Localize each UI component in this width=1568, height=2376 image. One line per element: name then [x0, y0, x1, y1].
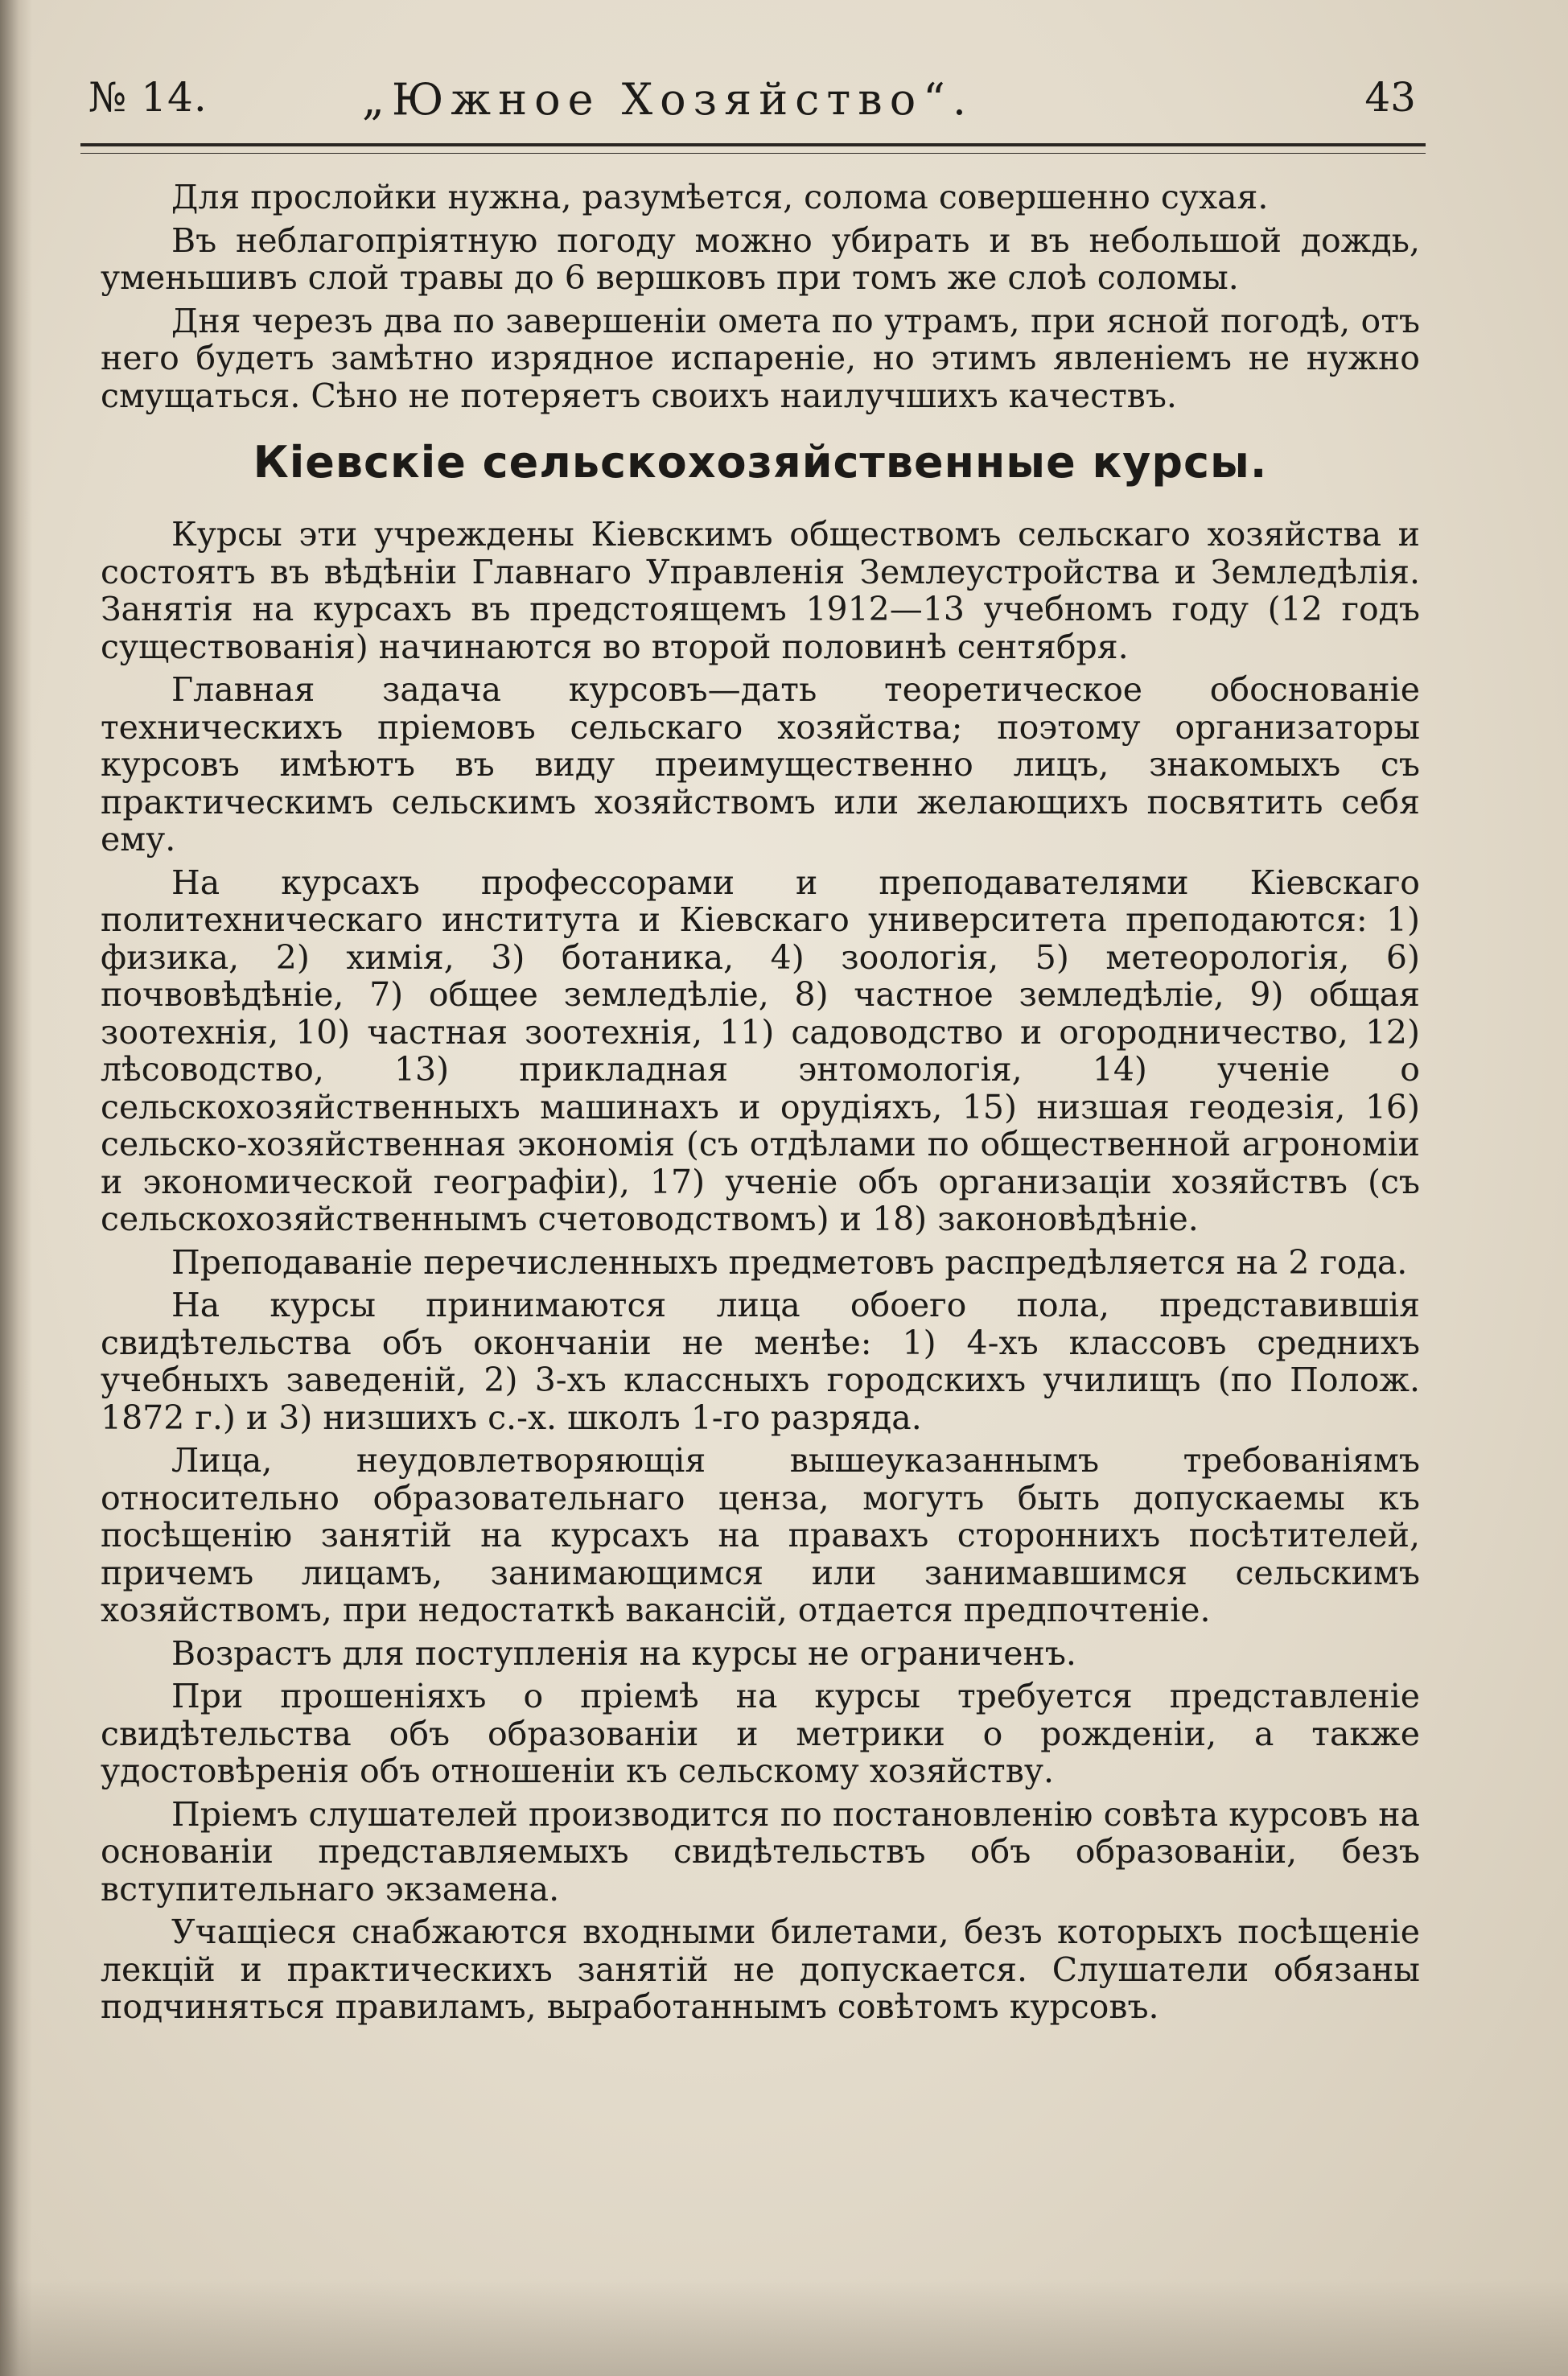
- article-paragraph-10: Учащіеся снабжаются входными билетами, безъ которыхъ посѣщеніе лекцій и практическихъ занятій не допускается. Слушатели обязаны подчиняться правиламъ, выработаннымъ совѣтомъ курсовъ.: [101, 1913, 1420, 2026]
- article-paragraph-7: Возрастъ для поступленія на курсы не ограниченъ.: [171, 1633, 1076, 1673]
- article-paragraph-3: На курсахъ профессорами и преподавателями Кіевскаго политехническаго института и Кіевскаго университета преподаются: 1) физика, 2) химія, 3) ботаника, 4) зоологія, 5) метеорологія, 6) почвовѣдѣніе, 7) общее земледѣліе, 8) частное земледѣліе, 9) общая зоотехнія, 10) частная зоотехнія, 11) садоводство и огородничество, 12) лѣсоводство, 13) прикладная энтомологія, 14) ученіе о сельскохозяйственныхъ машинахъ и орудіяхъ, 15) низшая геодезія, 16) сельско-хозяйственная экономія (съ отдѣлами по общественной агрономіи и экономической географіи), 17) ученіе объ организаціи хозяйствъ (съ сельскохозяйственнымъ счетоводствомъ) и 18) законовѣдѣніе.: [101, 863, 1420, 1238]
- page-number: 43: [1364, 74, 1416, 121]
- intro-paragraph-3: Дня черезъ два по завершеніи омета по утрамъ, при ясной погодѣ, отъ него будетъ замѣтно изрядное испареніе, но этимъ явленіемъ не нужно смущаться. Сѣно не потеряетъ своихъ наилучшихъ качествъ.: [101, 301, 1420, 415]
- article-paragraph-1: Курсы эти учреждены Кіевскимъ обществомъ сельскаго хозяйства и состоятъ въ вѣдѣніи Главнаго Управленія Землеустройства и Земледѣлія. Занятія на курсахъ въ предстоящемъ 1912—13 учебномъ году (12 годъ существованія) начинаются во второй половинѣ сентября.: [101, 515, 1420, 666]
- intro-paragraph-2: Въ неблагопріятную погоду можно убирать и въ небольшой дождь, уменьшивъ слой травы до 6 вершковъ при томъ же слоѣ соломы.: [101, 220, 1420, 297]
- article-paragraph-5: На курсы принимаются лица обоего пола, представившія свидѣтельства объ окончаніи не менѣе: 1) 4-хъ классовъ среднихъ учебныхъ заведеній, 2) 3-хъ классныхъ городскихъ училищъ (по Полож. 1872 г.) и 3) низшихъ с.-х. школъ 1-го разряда.: [101, 1286, 1420, 1437]
- header-rule-thick: [80, 143, 1426, 146]
- intro-paragraph-1: Для прослойки нужна, разумѣется, солома совершенно сухая.: [171, 178, 1269, 216]
- issue-number: № 14.: [88, 74, 208, 121]
- page-binding-edge: [0, 0, 32, 2376]
- article-paragraph-8: При прошеніяхъ о пріемѣ на курсы требуется представленіе свидѣтельства объ образованіи и метрики о рожденіи, а также удостовѣренія объ отношеніи къ сельскому хозяйству.: [101, 1677, 1420, 1790]
- running-header: [88, 74, 1416, 138]
- header-rule-thin: [80, 153, 1426, 154]
- page-bottom-shadow: [0, 2279, 1568, 2376]
- article-paragraph-2: Главная задача курсовъ—дать теоретическое обоснованіе техническихъ пріемовъ сельскаго хозяйства; поэтому организаторы курсовъ имѣютъ въ виду преимущественно лицъ, знакомыхъ съ практическимъ сельскимъ хозяйствомъ или желающихъ посвятить себя ему.: [101, 670, 1420, 859]
- journal-title: „Южное Хозяйство“.: [362, 74, 973, 125]
- body-text: [101, 179, 1420, 2032]
- article-title: Кіевскіе сельскохозяйственные курсы.: [253, 437, 1268, 488]
- article-paragraph-6: Лица, неудовлетворяющія вышеуказаннымъ требованіямъ относительно образовательнаго ценза, могутъ быть допускаемы къ посѣщенію занятій на курсахъ на правахъ стороннихъ посѣтителей, причемъ лицамъ, занимающимся или занимавшимся сельскимъ хозяйствомъ, при недостаткѣ вакансій, отдается предпочтеніе.: [101, 1441, 1420, 1629]
- article-paragraph-9: Пріемъ слушателей производится по постановленію совѣта курсовъ на основаніи представляемыхъ свидѣтельствъ объ образованіи, безъ вступительнаго экзамена.: [101, 1794, 1420, 1909]
- article-paragraph-4: Преподаваніе перечисленныхъ предметовъ распредѣляется на 2 года.: [171, 1242, 1408, 1282]
